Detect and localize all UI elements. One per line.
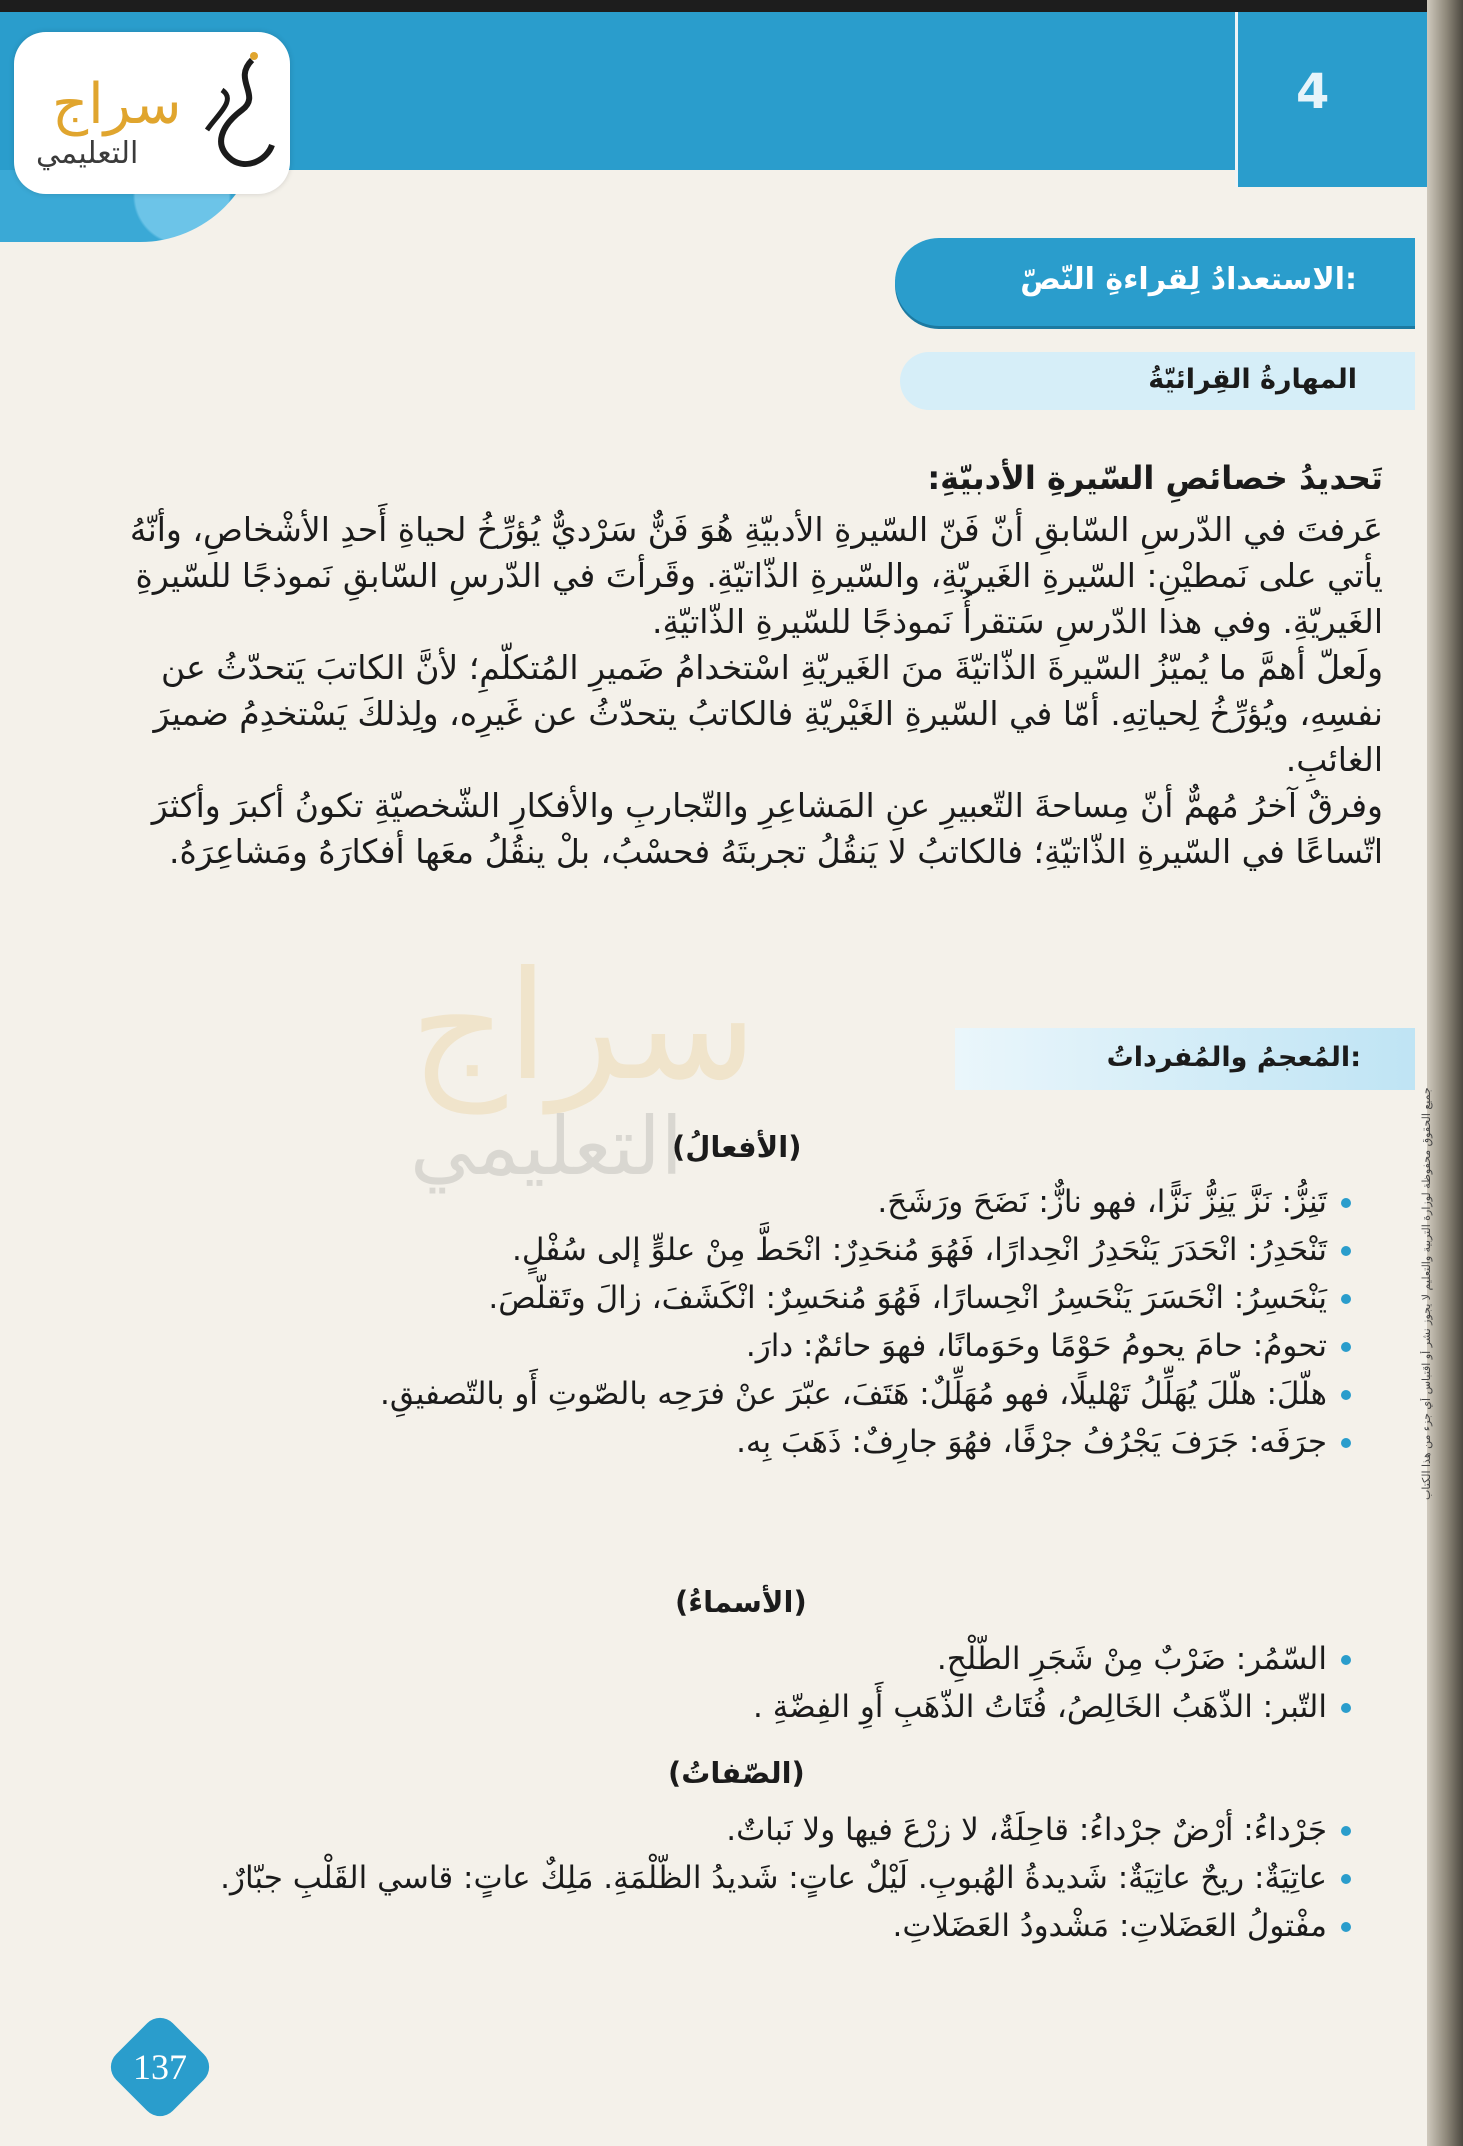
- list-item: تحومُ: حامَ يحومُ حَوْمًا وحَوَمانًا، فهوَ حائمٌ: دارَ.: [253, 1322, 1353, 1370]
- skill-subtitle: المهارةُ القِرائيّةُ: [1148, 364, 1357, 395]
- skill-subtitle-bar: [900, 352, 1415, 410]
- calligraphy-mark-icon: [192, 50, 284, 180]
- list-item: السّمُر: ضَرْبٌ مِنْ شَجَرِ الطّلْحِ.: [253, 1635, 1353, 1683]
- adjectives-heading: (الصّفاتُ): [668, 1756, 805, 1790]
- verbs-heading: (الأفعالُ): [672, 1130, 802, 1164]
- logo-subtitle: التعليمي: [36, 136, 139, 171]
- list-item: تَنْحَدِرُ: انْحَدَرَ يَنْحَدِرُ انْحِدارًا، فَهُوَ مُنحَدِرٌ: انْحَطَّ مِنْ علوٍّ إلى سُفْلٍ.: [253, 1226, 1353, 1274]
- paragraph-line: وفرقٌ آخرُ مُهمٌّ أنّ مِساحةَ التّعبيرِ عنِ المَشاعِرِ والتّجاربِ والأفكارِ الشّخصيّةِ تكونُ أكبرَ وأكثرَ: [151, 786, 1383, 825]
- paragraph-line: ولَعلّ أهمَّ ما يُميّزُ السّيرةَ الذّاتيّةَ منَ الغَيريّةِ اسْتخدامُ ضَميرِ المُتكلّمِ؛ لأنَّ الكاتبَ يَتحدّثُ عن: [160, 648, 1383, 687]
- nouns-list: [253, 1635, 1353, 1731]
- section-title: الاستعدادُ لِقراءةِ النّصّ:: [1020, 262, 1357, 297]
- paragraph-line: يأتي على نَمطيْنِ: السّيرةِ الغَيريّةِ، والسّيرةِ الذّاتيّةِ. وقَرأتَ في الدّرسِ السّابقِ نَموذجًا للسّيرةِ: [135, 556, 1383, 595]
- list-item: يَنْحَسِرُ: انْحَسَرَ يَنْحَسِرُ انْحِسارًا، فَهُوَ مُنحَسِرٌ: انْكَشَفَ، زالَ وتَقلّصَ.: [253, 1274, 1353, 1322]
- logo[interactable]: [14, 32, 290, 194]
- list-item: جرَفَه: جَرَفَ يَجْرُفُ جرْفًا، فهُوَ جارِفٌ: ذَهَبَ بِه.: [253, 1418, 1353, 1466]
- page-number: 137: [133, 2047, 187, 2087]
- skill-section: [103, 455, 1383, 875]
- page-number-badge: [105, 2012, 215, 2122]
- paragraph-line: الغَيريّةِ. وفي هذا الدّرسِ سَتقرأُ نَموذجًا للسّيرةِ الذّاتيّةِ.: [651, 602, 1383, 641]
- watermark-title: سراج: [410, 940, 757, 1114]
- paragraph-line: اتّساعًا في السّيرةِ الذّاتيّةِ؛ فالكاتبُ لا يَنقُلُ تجربتَهُ فحسْبُ، بلْ ينقُلُ معَها أفكارَهُ ومَشاعِرَهُ.: [169, 832, 1383, 871]
- list-item: هلّلَ: هلّلَ يُهَلِّلُ تَهْليلًا، فهو مُهَلِّلٌ: هَتَفَ، عبّرَ عنْ فرَحِه بالصّوتِ أَو بالتّصفيقِ.: [253, 1370, 1353, 1418]
- list-item: مفْتولُ العَضَلاتِ: مَشْدودُ العَضَلاتِ.: [213, 1902, 1353, 1950]
- list-item: عاتِيَةٌ: ريحٌ عاتِيَةٌ: شَديدةُ الهُبوبِ. لَيْلٌ عاتٍ: شَديدُ الظّلْمَةِ. مَلِكٌ عاتٍ: قاسي القَلْبِ جبّارٌ.: [213, 1854, 1353, 1902]
- paragraph-line: نفسِهِ، ويُؤرِّخُ لِحياتِهِ. أمّا في السّيرةِ الغَيْريّةِ فالكاتبُ يتحدّثُ عن غَيرِه، ولِذلكَ يَسْتخدِمُ ضميرَ: [153, 694, 1383, 733]
- list-item: تَنِزُّ: نَزَّ يَنِزُّ نَزًّا، فهو نازٌّ: نَضَحَ ورَشَحَ.: [253, 1178, 1353, 1226]
- adjectives-list: [213, 1806, 1353, 1950]
- section-title-bar: [895, 238, 1415, 326]
- watermark: [390, 870, 1090, 1230]
- list-item: جَرْداءُ: أرْضٌ جرْداءُ: قاحِلَةٌ، لا زرْعَ فيها ولا نَباتٌ.: [213, 1806, 1353, 1854]
- unit-number: 4: [1296, 64, 1330, 120]
- unit-number-tab: [1235, 12, 1428, 187]
- watermark-subtitle: التعليمي: [410, 1100, 683, 1193]
- nouns-heading: (الأسماءُ): [675, 1585, 807, 1619]
- top-edge: [0, 0, 1463, 12]
- logo-title: سراج: [52, 72, 182, 137]
- list-item: التّبر: الذّهَبُ الخَالِصُ، فُتَاتُ الذّهَبِ أَوِ الفِضّةِ .: [253, 1683, 1353, 1731]
- vocab-title: المُعجمُ والمُفرداتُ:: [1106, 1042, 1361, 1073]
- verbs-list: [253, 1178, 1353, 1466]
- skill-heading: تَحديدُ خصائصِ السّيرةِ الأدبيّةِ:: [927, 459, 1383, 497]
- margin-note: جميع الحقوق محفوظة لوزارة التربية والتعليم لا يجوز نشر أو اقتباس أي جزء من هذا الكتاب: [1420, 1087, 1433, 1500]
- paragraph-line: عَرفتَ في الدّرسِ السّابقِ أنّ فَنّ السّيرةِ الأدبيّةِ هُوَ فَنٌّ سَرْديٌّ يُؤرِّخُ لحياةِ أَحدِ الأشْخاصِ، وأنّهُ: [129, 510, 1383, 549]
- paragraph-line: الغائبِ.: [1285, 740, 1383, 779]
